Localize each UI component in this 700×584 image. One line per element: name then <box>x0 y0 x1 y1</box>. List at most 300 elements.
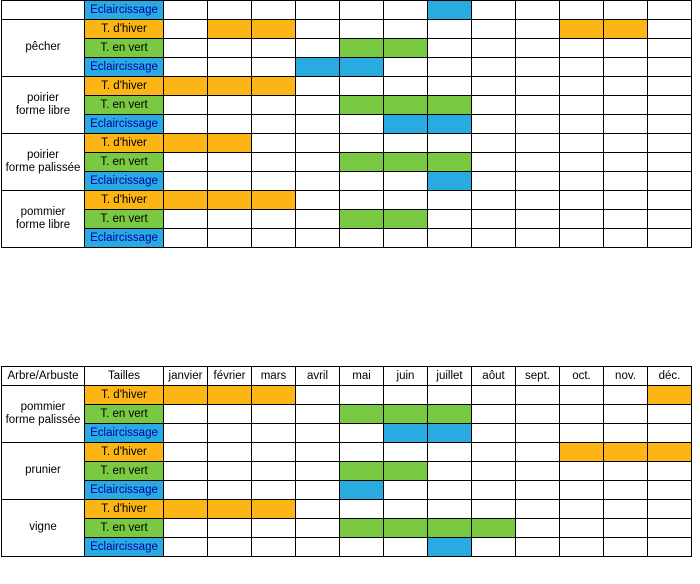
gantt-cell-février-eclair <box>208 229 252 248</box>
gantt-cell-oct.-hiver <box>560 443 604 462</box>
gantt-cell-déc.-vert <box>648 153 692 172</box>
gantt-cell-mars-eclair <box>252 424 296 443</box>
gantt-cell-aôut-hiver <box>472 386 516 405</box>
gantt-cell-mars-vert <box>252 462 296 481</box>
gantt-cell-mai-hiver <box>340 134 384 153</box>
gantt-cell-oct.-vert <box>560 96 604 115</box>
gantt-cell-juillet-vert <box>428 405 472 424</box>
taille-type-label-eclair: Eclaircissage <box>85 58 164 77</box>
gantt-cell-février-vert <box>208 39 252 58</box>
taille-type-label-vert: T. en vert <box>85 519 164 538</box>
gantt-cell-janvier-hiver <box>164 443 208 462</box>
gantt-cell-nov.-vert <box>604 39 648 58</box>
gantt-cell-février-vert <box>208 462 252 481</box>
gantt-cell-juillet-eclair <box>428 481 472 500</box>
gantt-cell-sept.-vert <box>516 39 560 58</box>
gantt-cell-mars-vert <box>252 96 296 115</box>
column-header-oct.: oct. <box>560 367 604 386</box>
taille-type-label-vert: T. en vert <box>85 405 164 424</box>
gantt-cell-avril-vert <box>296 519 340 538</box>
table-row <box>2 386 692 405</box>
gantt-cell-juillet-vert <box>428 153 472 172</box>
gantt-cell-juin-vert <box>384 462 428 481</box>
gantt-cell-nov.-vert <box>604 153 648 172</box>
taille-type-label-vert: T. en vert <box>85 96 164 115</box>
gantt-cell-nov.-hiver <box>604 386 648 405</box>
gantt-cell-nov.-vert <box>604 405 648 424</box>
gantt-cell-déc.-hiver <box>648 20 692 39</box>
gantt-cell-janvier-eclair <box>164 1 208 20</box>
taille-type-label-hiver: T. d'hiver <box>85 500 164 519</box>
column-header-juillet: juillet <box>428 367 472 386</box>
gantt-cell-mai-vert <box>340 39 384 58</box>
taille-type-label-vert: T. en vert <box>85 210 164 229</box>
gantt-cell-juillet-eclair <box>428 58 472 77</box>
table-row <box>2 20 692 39</box>
gantt-cell-février-hiver <box>208 500 252 519</box>
gantt-cell-juin-eclair <box>384 229 428 248</box>
gantt-cell-sept.-hiver <box>516 386 560 405</box>
gantt-cell-déc.-eclair <box>648 481 692 500</box>
gantt-cell-février-eclair <box>208 1 252 20</box>
gantt-cell-avril-hiver <box>296 20 340 39</box>
table-row <box>2 115 692 134</box>
gantt-cell-déc.-hiver <box>648 77 692 96</box>
bottom-gantt-table <box>1 366 692 557</box>
taille-type-label-hiver: T. d'hiver <box>85 191 164 210</box>
gantt-cell-mai-eclair <box>340 538 384 557</box>
gantt-cell-février-vert <box>208 519 252 538</box>
gantt-cell-avril-vert <box>296 462 340 481</box>
gantt-cell-aôut-hiver <box>472 134 516 153</box>
table-row <box>2 77 692 96</box>
gantt-cell-mai-hiver <box>340 191 384 210</box>
gantt-cell-sept.-vert <box>516 96 560 115</box>
gantt-cell-mai-eclair <box>340 172 384 191</box>
gantt-cell-déc.-eclair <box>648 229 692 248</box>
gantt-cell-oct.-eclair <box>560 172 604 191</box>
gantt-cell-mars-eclair <box>252 115 296 134</box>
gantt-cell-mars-hiver <box>252 443 296 462</box>
gantt-cell-aôut-vert <box>472 39 516 58</box>
row-group-label: pommier forme libre <box>2 191 85 248</box>
column-header-déc.: déc. <box>648 367 692 386</box>
gantt-cell-déc.-vert <box>648 39 692 58</box>
gantt-cell-avril-vert <box>296 96 340 115</box>
row-group-label: pommier forme palissée <box>2 386 85 443</box>
gantt-cell-juillet-eclair <box>428 538 472 557</box>
gantt-cell-janvier-eclair <box>164 424 208 443</box>
table-row <box>2 172 692 191</box>
gantt-cell-mars-eclair <box>252 481 296 500</box>
table-row <box>2 229 692 248</box>
gantt-cell-sept.-hiver <box>516 20 560 39</box>
gantt-cell-février-hiver <box>208 386 252 405</box>
column-header-arbre: Arbre/Arbuste <box>2 367 85 386</box>
gantt-cell-déc.-hiver <box>648 500 692 519</box>
gantt-cell-oct.-hiver <box>560 386 604 405</box>
gantt-cell-oct.-eclair <box>560 481 604 500</box>
gantt-cell-juin-vert <box>384 39 428 58</box>
gantt-cell-juillet-hiver <box>428 191 472 210</box>
gantt-cell-mars-hiver <box>252 134 296 153</box>
gantt-cell-juin-vert <box>384 153 428 172</box>
gantt-cell-juillet-vert <box>428 519 472 538</box>
table-row <box>2 462 692 481</box>
taille-type-label-vert: T. en vert <box>85 39 164 58</box>
table-row <box>2 210 692 229</box>
table-row <box>2 443 692 462</box>
gantt-cell-juin-hiver <box>384 500 428 519</box>
gantt-cell-juin-hiver <box>384 191 428 210</box>
column-header-sept.: sept. <box>516 367 560 386</box>
gantt-cell-mai-hiver <box>340 77 384 96</box>
gantt-cell-juin-eclair <box>384 481 428 500</box>
gantt-cell-aôut-vert <box>472 519 516 538</box>
gantt-cell-avril-eclair <box>296 172 340 191</box>
gantt-cell-juillet-eclair <box>428 424 472 443</box>
table-row <box>2 519 692 538</box>
gantt-cell-janvier-vert <box>164 462 208 481</box>
gantt-cell-juin-eclair <box>384 172 428 191</box>
gantt-cell-janvier-eclair <box>164 58 208 77</box>
gantt-cell-janvier-vert <box>164 405 208 424</box>
gantt-cell-nov.-eclair <box>604 538 648 557</box>
gantt-cell-oct.-vert <box>560 153 604 172</box>
gantt-cell-mars-vert <box>252 39 296 58</box>
gantt-cell-oct.-vert <box>560 210 604 229</box>
gantt-cell-mars-hiver <box>252 386 296 405</box>
gantt-cell-juin-vert <box>384 96 428 115</box>
gantt-cell-sept.-vert <box>516 405 560 424</box>
column-header-juin: juin <box>384 367 428 386</box>
taille-type-label-hiver: T. d'hiver <box>85 134 164 153</box>
gantt-cell-mai-hiver <box>340 386 384 405</box>
gantt-cell-nov.-eclair <box>604 115 648 134</box>
gantt-cell-janvier-hiver <box>164 386 208 405</box>
gantt-cell-février-vert <box>208 210 252 229</box>
gantt-cell-janvier-eclair <box>164 481 208 500</box>
gantt-cell-nov.-hiver <box>604 500 648 519</box>
gantt-cell-mai-eclair <box>340 115 384 134</box>
gantt-cell-mai-vert <box>340 405 384 424</box>
table-row <box>2 481 692 500</box>
gantt-cell-janvier-eclair <box>164 115 208 134</box>
table-row-partial <box>2 1 692 20</box>
gantt-cell-mai-eclair <box>340 424 384 443</box>
taille-type-label-eclair: Eclaircissage <box>85 1 164 20</box>
taille-type-label-hiver: T. d'hiver <box>85 20 164 39</box>
gantt-cell-déc.-eclair <box>648 172 692 191</box>
gantt-cell-nov.-hiver <box>604 20 648 39</box>
table-row <box>2 191 692 210</box>
gantt-cell-avril-eclair <box>296 481 340 500</box>
gantt-cell-mars-hiver <box>252 77 296 96</box>
gantt-cell-déc.-eclair <box>648 424 692 443</box>
gantt-cell-février-eclair <box>208 538 252 557</box>
gantt-cell-juin-vert <box>384 519 428 538</box>
gantt-cell-juillet-hiver <box>428 386 472 405</box>
gantt-cell-déc.-vert <box>648 96 692 115</box>
gantt-cell-janvier-vert <box>164 153 208 172</box>
gantt-cell-nov.-hiver <box>604 443 648 462</box>
column-header-nov.: nov. <box>604 367 648 386</box>
gantt-cell-nov.-eclair <box>604 58 648 77</box>
gantt-cell-aôut-eclair <box>472 172 516 191</box>
table-row <box>2 500 692 519</box>
gantt-cell-mars-vert <box>252 405 296 424</box>
gantt-cell-oct.-eclair <box>560 115 604 134</box>
top-gantt-table <box>1 0 692 248</box>
row-group-label: poirier forme libre <box>2 77 85 134</box>
gantt-cell-aôut-vert <box>472 153 516 172</box>
gantt-cell-mars-vert <box>252 519 296 538</box>
gantt-cell-oct.-vert <box>560 39 604 58</box>
gantt-cell-nov.-vert <box>604 519 648 538</box>
gantt-cell-nov.-eclair <box>604 172 648 191</box>
gantt-cell-déc.-hiver <box>648 443 692 462</box>
gantt-cell-aôut-eclair <box>472 229 516 248</box>
gantt-cell-juillet-vert <box>428 96 472 115</box>
gantt-cell-juin-vert <box>384 405 428 424</box>
table-row <box>2 134 692 153</box>
gantt-cell-janvier-vert <box>164 96 208 115</box>
gantt-cell-février-eclair <box>208 481 252 500</box>
table-row <box>2 58 692 77</box>
gantt-cell-février-hiver <box>208 77 252 96</box>
gantt-cell-aôut-eclair <box>472 58 516 77</box>
gantt-cell-aôut-hiver <box>472 443 516 462</box>
table-row <box>2 153 692 172</box>
gantt-cell-mai-eclair <box>340 58 384 77</box>
gantt-cell-mai-eclair <box>340 1 384 20</box>
gantt-cell-mars-vert <box>252 210 296 229</box>
gantt-cell-mars-hiver <box>252 191 296 210</box>
gantt-cell-déc.-vert <box>648 405 692 424</box>
gantt-cell-janvier-hiver <box>164 20 208 39</box>
gantt-cell-avril-eclair <box>296 229 340 248</box>
gantt-cell-sept.-vert <box>516 519 560 538</box>
gantt-cell-déc.-hiver <box>648 134 692 153</box>
gantt-cell-avril-hiver <box>296 386 340 405</box>
gantt-cell-oct.-eclair <box>560 424 604 443</box>
column-header-mars: mars <box>252 367 296 386</box>
gantt-cell-oct.-vert <box>560 462 604 481</box>
gantt-cell-sept.-eclair <box>516 538 560 557</box>
gantt-cell-février-eclair <box>208 115 252 134</box>
gantt-cell-avril-hiver <box>296 191 340 210</box>
gantt-cell-oct.-vert <box>560 519 604 538</box>
gantt-cell-février-hiver <box>208 134 252 153</box>
taille-type-label-hiver: T. d'hiver <box>85 77 164 96</box>
gantt-cell-déc.-vert <box>648 210 692 229</box>
gantt-cell-juin-eclair <box>384 1 428 20</box>
gantt-cell-mai-vert <box>340 462 384 481</box>
gantt-cell-juin-hiver <box>384 134 428 153</box>
gantt-cell-février-eclair <box>208 58 252 77</box>
gantt-cell-sept.-eclair <box>516 58 560 77</box>
gantt-cell-juin-vert <box>384 210 428 229</box>
gantt-cell-nov.-eclair <box>604 229 648 248</box>
gantt-cell-juillet-eclair <box>428 172 472 191</box>
gantt-cell-juillet-vert <box>428 462 472 481</box>
gantt-cell-oct.-eclair <box>560 1 604 20</box>
gantt-cell-février-vert <box>208 96 252 115</box>
gantt-cell-février-eclair <box>208 424 252 443</box>
gantt-cell-déc.-vert <box>648 462 692 481</box>
gantt-cell-juin-eclair <box>384 115 428 134</box>
gantt-cell-janvier-vert <box>164 519 208 538</box>
gantt-cell-oct.-hiver <box>560 500 604 519</box>
gantt-cell-aôut-eclair <box>472 481 516 500</box>
gantt-cell-oct.-eclair <box>560 538 604 557</box>
taille-type-label-eclair: Eclaircissage <box>85 229 164 248</box>
taille-type-label-eclair: Eclaircissage <box>85 424 164 443</box>
taille-type-label-eclair: Eclaircissage <box>85 115 164 134</box>
gantt-cell-avril-hiver <box>296 134 340 153</box>
gantt-cell-mars-hiver <box>252 500 296 519</box>
gantt-cell-déc.-eclair <box>648 1 692 20</box>
gantt-cell-sept.-eclair <box>516 424 560 443</box>
column-header-avril: avril <box>296 367 340 386</box>
gantt-cell-oct.-hiver <box>560 134 604 153</box>
gantt-cell-aôut-vert <box>472 210 516 229</box>
gantt-cell-janvier-hiver <box>164 134 208 153</box>
column-header-tailles: Tailles <box>85 367 164 386</box>
gantt-cell-aôut-hiver <box>472 191 516 210</box>
gantt-cell-juillet-eclair <box>428 229 472 248</box>
gantt-cell-nov.-eclair <box>604 424 648 443</box>
gantt-cell-sept.-hiver <box>516 191 560 210</box>
gantt-cell-aôut-vert <box>472 96 516 115</box>
gantt-cell-mai-eclair <box>340 481 384 500</box>
gantt-cell-juin-hiver <box>384 443 428 462</box>
table-header-row <box>2 367 692 386</box>
taille-type-label-hiver: T. d'hiver <box>85 386 164 405</box>
gantt-cell-avril-hiver <box>296 500 340 519</box>
gantt-cell-janvier-vert <box>164 210 208 229</box>
gantt-cell-mai-vert <box>340 210 384 229</box>
gantt-cell-juillet-vert <box>428 39 472 58</box>
gantt-cell-sept.-vert <box>516 153 560 172</box>
gantt-cell-nov.-vert <box>604 96 648 115</box>
taille-type-label-eclair: Eclaircissage <box>85 172 164 191</box>
gantt-cell-nov.-eclair <box>604 481 648 500</box>
gantt-cell-mars-hiver <box>252 20 296 39</box>
gantt-cell-février-hiver <box>208 20 252 39</box>
gantt-cell-déc.-hiver <box>648 386 692 405</box>
gantt-cell-sept.-hiver <box>516 134 560 153</box>
gantt-cell-aôut-hiver <box>472 20 516 39</box>
gantt-cell-sept.-eclair <box>516 115 560 134</box>
gantt-cell-sept.-vert <box>516 462 560 481</box>
gantt-cell-juin-eclair <box>384 58 428 77</box>
table-row <box>2 96 692 115</box>
gantt-cell-déc.-vert <box>648 519 692 538</box>
gantt-cell-avril-vert <box>296 210 340 229</box>
gantt-cell-déc.-hiver <box>648 191 692 210</box>
gantt-cell-mai-hiver <box>340 443 384 462</box>
gantt-cell-oct.-eclair <box>560 58 604 77</box>
gantt-cell-mai-hiver <box>340 20 384 39</box>
gantt-cell-sept.-hiver <box>516 443 560 462</box>
gantt-cell-avril-vert <box>296 405 340 424</box>
gantt-cell-avril-eclair <box>296 115 340 134</box>
table-row <box>2 538 692 557</box>
gantt-cell-janvier-hiver <box>164 77 208 96</box>
gantt-cell-déc.-eclair <box>648 115 692 134</box>
gantt-cell-janvier-vert <box>164 39 208 58</box>
gantt-cell-mai-vert <box>340 153 384 172</box>
gantt-cell-juillet-hiver <box>428 500 472 519</box>
gantt-cell-juin-eclair <box>384 424 428 443</box>
gantt-cell-juin-hiver <box>384 77 428 96</box>
taille-type-label-vert: T. en vert <box>85 462 164 481</box>
table-row <box>2 405 692 424</box>
gantt-cell-avril-eclair <box>296 1 340 20</box>
taille-type-label-vert: T. en vert <box>85 153 164 172</box>
column-header-aôut: aôut <box>472 367 516 386</box>
gantt-cell-nov.-hiver <box>604 77 648 96</box>
gantt-cell-juin-eclair <box>384 538 428 557</box>
gantt-cell-juillet-hiver <box>428 443 472 462</box>
column-header-mai: mai <box>340 367 384 386</box>
gantt-cell-mars-eclair <box>252 58 296 77</box>
gantt-cell-mars-vert <box>252 153 296 172</box>
row-group-label: prunier <box>2 443 85 500</box>
gantt-cell-avril-hiver <box>296 77 340 96</box>
gantt-cell-janvier-eclair <box>164 172 208 191</box>
taille-type-label-eclair: Eclaircissage <box>85 538 164 557</box>
gantt-cell-avril-eclair <box>296 424 340 443</box>
gantt-cell-avril-eclair <box>296 58 340 77</box>
gantt-cell-mars-eclair <box>252 1 296 20</box>
gantt-cell-mai-eclair <box>340 229 384 248</box>
gantt-cell-janvier-eclair <box>164 229 208 248</box>
gantt-cell-février-vert <box>208 405 252 424</box>
gantt-cell-juillet-eclair <box>428 115 472 134</box>
gantt-cell-février-hiver <box>208 443 252 462</box>
gantt-cell-mai-vert <box>340 96 384 115</box>
gantt-cell-sept.-hiver <box>516 77 560 96</box>
gantt-cell-février-hiver <box>208 191 252 210</box>
gantt-cell-sept.-eclair <box>516 481 560 500</box>
gantt-cell-février-vert <box>208 153 252 172</box>
taille-type-label-eclair: Eclaircissage <box>85 481 164 500</box>
gantt-cell-février-eclair <box>208 172 252 191</box>
column-header-janvier: janvier <box>164 367 208 386</box>
gantt-cell-mars-eclair <box>252 172 296 191</box>
gantt-cell-déc.-eclair <box>648 538 692 557</box>
row-group-label: poirier forme palissée <box>2 134 85 191</box>
gantt-cell-avril-vert <box>296 153 340 172</box>
gantt-cell-nov.-hiver <box>604 191 648 210</box>
column-header-février: février <box>208 367 252 386</box>
gantt-cell-juin-hiver <box>384 386 428 405</box>
gantt-cell-aôut-eclair <box>472 424 516 443</box>
row-group-label: pêcher <box>2 20 85 77</box>
gantt-cell-juillet-vert <box>428 210 472 229</box>
gantt-cell-nov.-vert <box>604 462 648 481</box>
gantt-cell-sept.-eclair <box>516 229 560 248</box>
gantt-cell-juillet-hiver <box>428 134 472 153</box>
table-row <box>2 39 692 58</box>
gantt-cell-oct.-eclair <box>560 229 604 248</box>
taille-type-label-hiver: T. d'hiver <box>85 443 164 462</box>
gantt-cell-avril-vert <box>296 39 340 58</box>
gantt-cell-nov.-hiver <box>604 134 648 153</box>
gantt-cell-mai-hiver <box>340 500 384 519</box>
